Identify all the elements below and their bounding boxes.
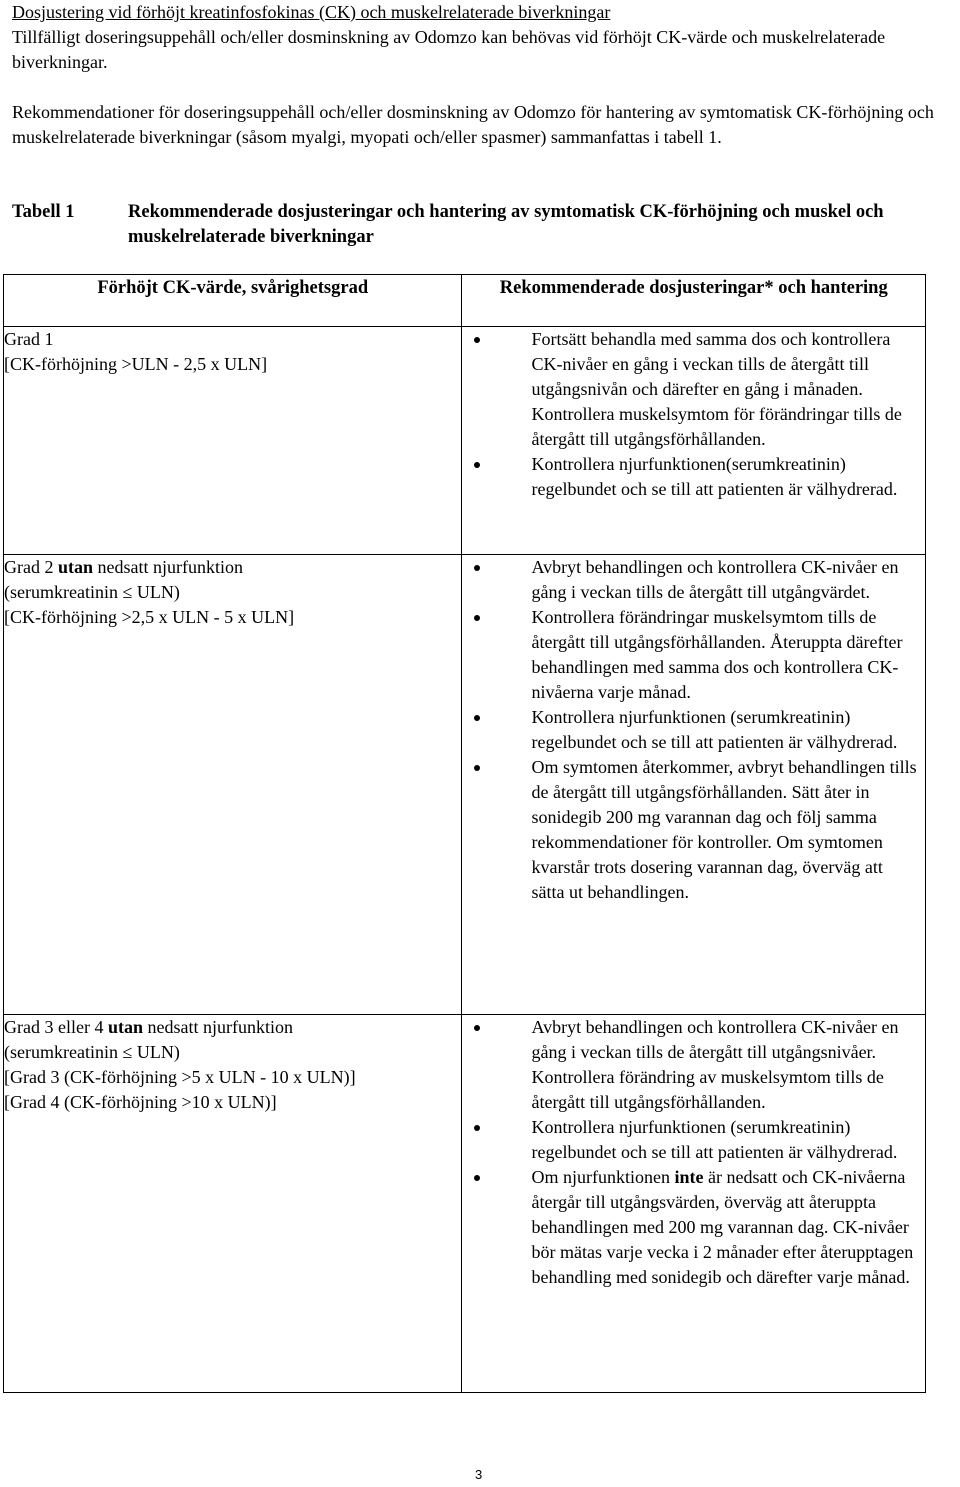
list-item <box>462 705 925 755</box>
bullet-icon <box>474 462 480 468</box>
recommendation-cell <box>462 327 926 555</box>
grade-emphasis: utan <box>57 557 93 577</box>
section-heading: Dosjustering vid förhöjt kreatinfosfokinas (CK) och muskelrelaterade biverkningar <box>12 2 611 22</box>
grade-text: [Grad 4 (CK-förhöjning >10 x ULN)] <box>4 1092 277 1112</box>
grade-text: [Grad 3 (CK-förhöjning >5 x ULN - 10 x ULN)] <box>4 1067 356 1087</box>
list-item <box>462 1115 925 1165</box>
bullet-icon <box>474 337 480 343</box>
recommendation-cell <box>462 555 926 1015</box>
intro-text: Tillfälligt doseringsuppehåll och/eller dosminskning av Odomzo kan behövas vid förhöjt CK-värde och muskelrelaterade biverkningar. <box>12 27 886 72</box>
grade-line <box>4 352 461 377</box>
table-row <box>4 327 926 555</box>
recommendation-list <box>462 1015 925 1290</box>
page-number: 3 <box>475 1467 483 1482</box>
recommendation-text: Fortsätt behandla med samma dos och kontrollera CK-nivåer en gång i veckan tills de återgått till utgångsnivån och därefter en gång i månaden. Kontrollera muskelsymtom för förändringar tills de återgått till utgångsförhållanden. <box>531 329 902 449</box>
grade-emphasis: utan <box>107 1017 143 1037</box>
grade-text: nedsatt njurfunktion <box>93 557 243 577</box>
recommendation-list <box>462 555 925 905</box>
grade-text: Grad 1 <box>4 329 54 349</box>
grade-text: nedsatt njurfunktion <box>142 1017 293 1037</box>
recommendation-text: Om symtomen återkommer, avbryt behandlingen tills de återgått till utgångsförhållanden. Sätt åter in sonidegib 200 mg varannan dag och följ samma rekommendationer för kontroller. Om symtomen kvarstår trots dosering varannan dag, överväg att sätta ut behandlingen. <box>531 757 917 902</box>
section-heading-block <box>12 0 952 75</box>
recommendation-text: Kontrollera njurfunktionen(serumkreatinin) regelbundet och se till att patienten är välhydrerad. <box>531 454 898 499</box>
table-row <box>4 1015 926 1393</box>
grade-line <box>4 605 461 630</box>
grade-line <box>4 1015 461 1040</box>
grade-text: [CK-förhöjning >ULN - 2,5 x ULN] <box>4 354 268 374</box>
body-paragraph: Rekommendationer för doseringsuppehåll och/eller dosminskning av Odomzo för hantering av symtomatisk CK-förhöjning och muskelrelaterade biverkningar (såsom myalgi, myopati och/eller spasmer) sammanfattas i tabell 1. <box>12 102 934 147</box>
recommendation-text: Avbryt behandlingen och kontrollera CK-nivåer en gång i veckan tills de återgått till utgångsnivåer. Kontrollera förändring av muskelsymtom tills de återgått till utgångsförhållanden. <box>531 1017 899 1112</box>
recommendation-text: Kontrollera njurfunktionen (serumkreatinin) regelbundet och se till att patienten är välhydrerad. <box>531 707 898 752</box>
list-item <box>462 1165 925 1290</box>
recommendation-list <box>462 327 925 502</box>
grade-text: (serumkreatinin ≤ ULN) <box>4 582 180 602</box>
grade-text: [CK-förhöjning >2,5 x ULN - 5 x ULN] <box>4 607 295 627</box>
grade-line <box>4 580 461 605</box>
bullet-icon <box>474 1125 480 1131</box>
bullet-icon <box>474 715 480 721</box>
bullet-icon <box>474 1025 480 1031</box>
grade-line <box>4 555 461 580</box>
grade-line <box>4 1090 461 1115</box>
bullet-icon <box>474 1175 480 1181</box>
grade-cell <box>4 555 462 1015</box>
recommendation-cell <box>462 1015 926 1393</box>
table-row <box>4 555 926 1015</box>
bullet-icon <box>474 565 480 571</box>
grade-text: Grad 3 eller 4 <box>4 1017 108 1037</box>
table-title: Rekommenderade dosjusteringar och hantering av symtomatisk CK-förhöjning och muskel och muskelrelaterade biverkningar <box>128 202 884 247</box>
bullet-icon <box>474 765 480 771</box>
recommendation-text: Kontrollera förändringar muskelsymtom tills de återgått till utgångsförhållanden. Återuppta därefter behandlingen med samma dos och kontrollera CK-nivåerna varje månad. <box>531 607 903 702</box>
dose-adjustment-table <box>3 274 926 1393</box>
list-item <box>462 1015 925 1115</box>
recommendation-text: Avbryt behandlingen och kontrollera CK-nivåer en gång i veckan tills de återgått till utgångvärdet. <box>531 557 899 602</box>
table-header-grade: Förhöjt CK-värde, svårighetsgrad <box>4 275 462 327</box>
grade-text: Grad 2 <box>4 557 58 577</box>
bullet-icon <box>474 615 480 621</box>
grade-text: (serumkreatinin ≤ ULN) <box>4 1042 180 1062</box>
grade-line <box>4 327 461 352</box>
table-body <box>4 327 926 1393</box>
grade-cell <box>4 327 462 555</box>
grade-line <box>4 1040 461 1065</box>
list-item <box>462 755 925 905</box>
table-label: Tabell 1 <box>12 202 75 222</box>
grade-line <box>4 1065 461 1090</box>
recommendation-text: Kontrollera njurfunktionen (serumkreatinin) regelbundet och se till att patienten är välhydrerad. <box>531 1117 898 1162</box>
list-item <box>462 605 925 705</box>
list-item <box>462 327 925 452</box>
grade-cell <box>4 1015 462 1393</box>
list-item <box>462 452 925 502</box>
list-item <box>462 555 925 605</box>
table-header-recommendations: Rekommenderade dosjusteringar* och hantering <box>462 275 926 327</box>
recommendation-text: Om njurfunktionen inte är nedsatt och CK-nivåerna återgår till utgångsvärden, överväg att återuppta behandlingen med 200 mg varannan dag. CK-nivåer bör mätas varje vecka i 2 månader efter återupptagen behandling med sonidegib och därefter varje månad. <box>531 1167 914 1287</box>
